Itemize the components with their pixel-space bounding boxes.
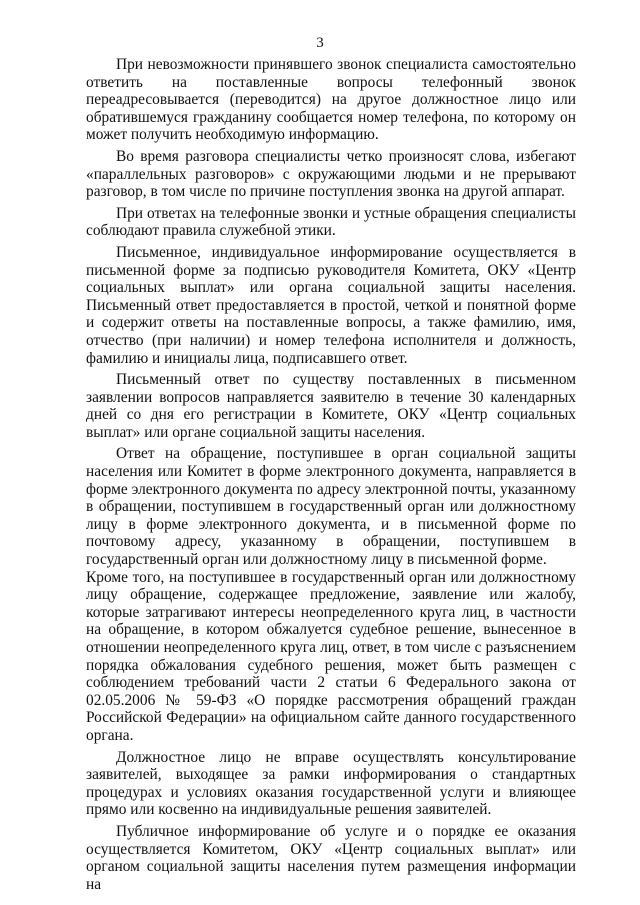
paragraph-electronic-response: Ответ на обращение, поступившее в орган социальной защиты населения или Комитет в форме электронного документа, направляется в форме электронного документа по адресу электронной почты, указанному в обращении, поступившем в государственный орган или должностному лицу в форме электронного документа, и в письменной форме по почтовому адресу, указанному в обращении, поступившем в государственный орган или должностному лицу в письменной форме. xyxy=(86,445,576,569)
page-number: 3 xyxy=(316,35,324,51)
paragraph-consulting-limits: Должностное лицо не вправе осуществлять консультирование заявителей, выходящее за рамки информирования о стандартных процедурах и условиях оказания государственной услуги и влияющее прямо или косвенно на индивидуальные решения заявителей. xyxy=(86,748,576,819)
paragraph-written-informing: Письменное, индивидуальное информирование осуществляется в письменной форме за подписью руководителя Комитета, ОКУ «Центр социальных выплат» или органа социальной защиты населения. Письменный ответ предоставляется в простой, четкой и понятной форме и содержит ответы на поставленные вопросы, а также фамилию, имя, отчество (при наличии) и номер телефона исполнителя и должность, фамилию и инициалы лица, подписавшего ответ. xyxy=(86,243,576,367)
paragraph-public-response: Кроме того, на поступившее в государственный орган или должностному лицу обращение, содержащее предложение, заявление или жалобу, которые затрагивают интересы неопределенного круга лиц, в частности на обращение, в котором обжалуется судебное решение, вынесенное в отношении неопределенного круга лиц, ответ, в том числе с разъяснением порядка обжалования судебного решения, может быть размещен с соблюдением требований части 2 статьи 6 Федерального закона от 02.05.2006 № 59-ФЗ «О порядке рассмотрения обращений граждан Российской Федерации» на официальном сайте данного государственного органа. xyxy=(86,568,576,744)
paragraph-redirect-call: При невозможности принявшего звонок специалиста самостоятельно ответить на поставленные вопросы телефонный звонок переадресовывается (переводится) на другое должностное лицо или обратившемуся гражданину сообщается номер телефона, по которому он может получить необходимую информацию. xyxy=(86,56,576,144)
paragraph-written-response-term: Письменный ответ по существу поставленных в письменном заявлении вопросов направляется заявителю в течение 30 календарных дней со дня его регистрации в Комитете, ОКУ «Центр социальных выплат» или органе социальной защиты населения. xyxy=(86,371,576,441)
paragraph-conversation-rules: Во время разговора специалисты четко произносят слова, избегают «параллельных разговоров» с окружающими людьми и не прерывают разговор, в том числе по причине поступления звонка на другой аппарат. xyxy=(86,147,576,201)
document-body xyxy=(86,56,576,893)
paragraph-public-informing: Публичное информирование об услуге и о порядке ее оказания осуществляется Комитетом, ОКУ «Центр социальных выплат» или органом социальной защиты населения путем размещения информации на xyxy=(86,822,576,893)
paragraph-service-ethics: При ответах на телефонные звонки и устные обращения специалисты соблюдают правила служебной этики. xyxy=(86,204,576,240)
